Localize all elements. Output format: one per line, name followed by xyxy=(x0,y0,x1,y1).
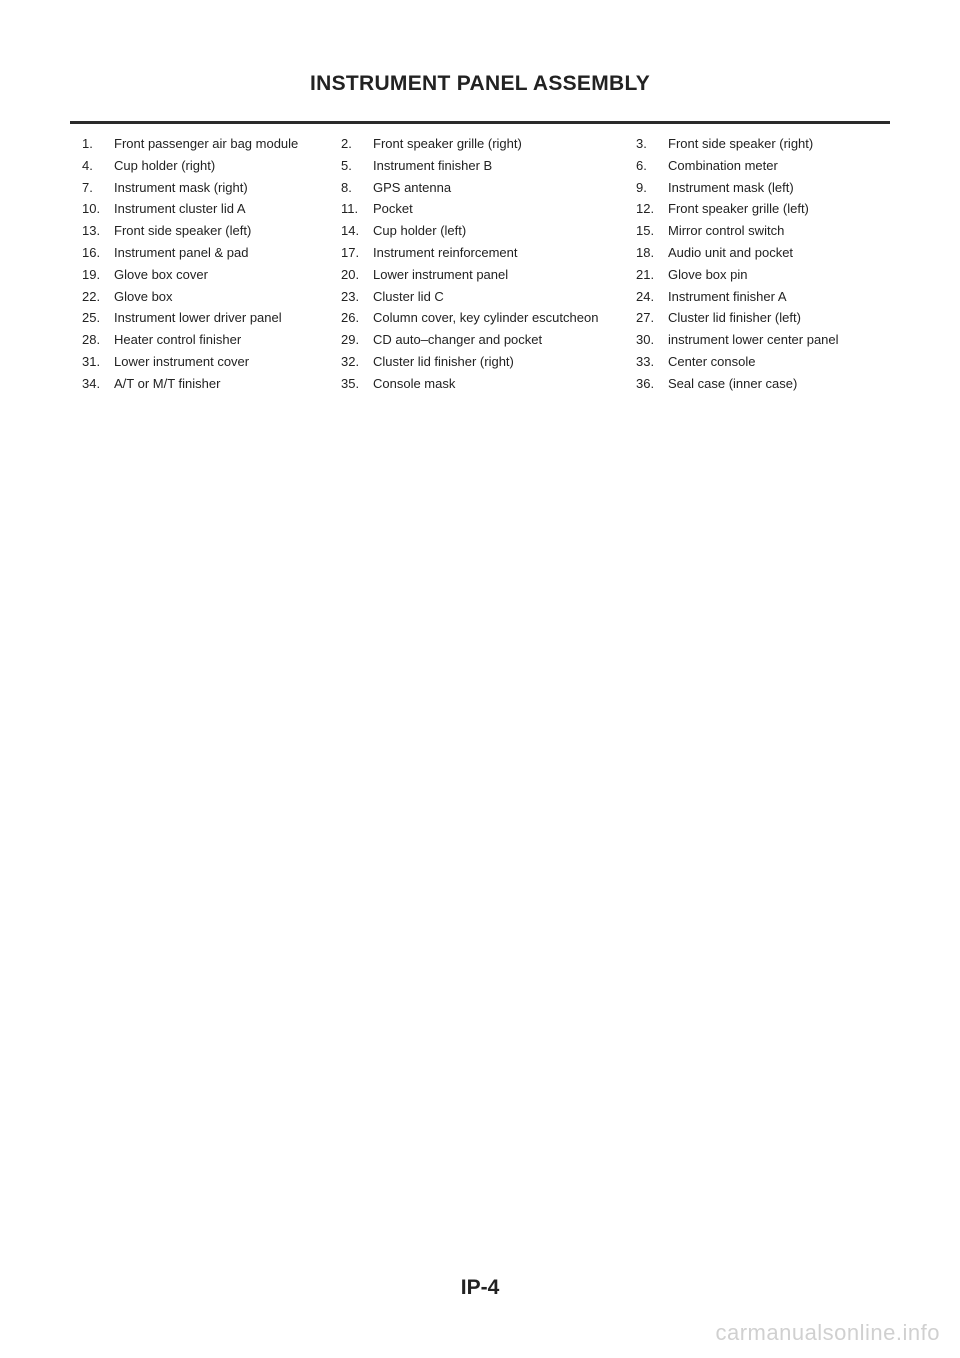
parts-row xyxy=(0,220,960,242)
part-name: Heater control finisher xyxy=(114,332,242,348)
part-number: 26. xyxy=(341,310,360,326)
part-name: Cup holder (right) xyxy=(114,157,216,173)
part-number: 25. xyxy=(82,310,101,326)
parts-row xyxy=(0,177,960,199)
part-name: Front side speaker (right) xyxy=(668,136,814,151)
part-number: 19. xyxy=(82,266,101,282)
part-number: 16. xyxy=(82,244,101,260)
part-name: Console mask xyxy=(373,375,456,391)
part-number: 27. xyxy=(636,310,655,326)
part-number: 14. xyxy=(341,223,360,239)
part-name: Lower instrument cover xyxy=(114,353,250,369)
part-number: 28. xyxy=(82,332,101,348)
part-number: 9. xyxy=(636,179,647,195)
part-name: Cluster lid finisher (left) xyxy=(668,310,801,326)
part-name: Front side speaker (left) xyxy=(114,223,252,239)
part-name: Instrument lower driver panel xyxy=(114,310,282,326)
part-number: 6. xyxy=(636,157,647,173)
part-number: 30. xyxy=(636,332,655,348)
part-name: Glove box pin xyxy=(668,266,748,282)
parts-row xyxy=(0,133,960,155)
part-name: Instrument cluster lid A xyxy=(114,201,246,217)
part-number: 21. xyxy=(636,266,655,282)
part-number: 5. xyxy=(341,157,352,173)
part-number: 15. xyxy=(636,223,655,239)
part-name: Center console xyxy=(668,353,756,369)
part-name: GPS antenna xyxy=(373,179,452,195)
part-number: 31. xyxy=(82,353,101,369)
part-name: Cluster lid C xyxy=(373,288,444,304)
page-number: IP-4 xyxy=(460,1276,500,1299)
page-title: INSTRUMENT PANEL ASSEMBLY xyxy=(309,72,651,95)
part-number: 3. xyxy=(636,136,647,151)
parts-row xyxy=(0,242,960,264)
part-name: Instrument mask (left) xyxy=(668,179,794,195)
part-name: Instrument finisher A xyxy=(668,288,787,304)
part-name: Instrument finisher B xyxy=(373,157,493,173)
part-number: 4. xyxy=(82,157,93,173)
parts-row xyxy=(0,155,960,177)
part-name: Pocket xyxy=(373,201,413,217)
part-number: 32. xyxy=(341,353,360,369)
watermark: carmanualsonline.info xyxy=(715,1320,940,1345)
parts-row xyxy=(0,329,960,351)
part-name: Mirror control switch xyxy=(668,223,785,239)
part-name: Glove box cover xyxy=(114,266,208,282)
part-name: Lower instrument panel xyxy=(373,266,509,282)
part-name: CD auto–changer and pocket xyxy=(373,332,543,348)
part-number: 13. xyxy=(82,223,101,239)
part-name: Audio unit and pocket xyxy=(668,244,794,260)
part-name: Front speaker grille (left) xyxy=(668,201,809,217)
parts-list xyxy=(0,133,960,395)
part-number: 23. xyxy=(341,288,360,304)
part-name: Glove box xyxy=(114,288,173,304)
part-number: 12. xyxy=(636,201,655,217)
title-rule xyxy=(70,121,890,124)
part-number: 2. xyxy=(341,136,352,151)
part-number: 34. xyxy=(82,375,101,391)
parts-row xyxy=(0,198,960,220)
parts-row xyxy=(0,286,960,308)
part-number: 24. xyxy=(636,288,655,304)
part-number: 35. xyxy=(341,375,360,391)
part-name: Seal case (inner case) xyxy=(668,375,798,391)
parts-row xyxy=(0,351,960,373)
parts-row xyxy=(0,307,960,329)
part-name: Instrument reinforcement xyxy=(373,244,518,260)
part-number: 8. xyxy=(341,179,352,195)
part-number: 20. xyxy=(341,266,360,282)
part-name: Instrument panel & pad xyxy=(114,244,249,260)
part-number: 18. xyxy=(636,244,655,260)
part-number: 11. xyxy=(341,201,359,217)
part-name: Instrument mask (right) xyxy=(114,179,248,195)
part-name: A/T or M/T finisher xyxy=(114,375,221,391)
parts-row xyxy=(0,373,960,395)
part-name: Front passenger air bag module xyxy=(114,136,299,151)
part-number: 7. xyxy=(82,179,93,195)
part-number: 1. xyxy=(82,136,93,151)
parts-row xyxy=(0,264,960,286)
part-number: 17. xyxy=(341,244,360,260)
part-name: Cluster lid finisher (right) xyxy=(373,353,514,369)
part-number: 36. xyxy=(636,375,655,391)
part-number: 22. xyxy=(82,288,101,304)
part-number: 10. xyxy=(82,201,101,217)
part-name: Column cover, key cylinder escutcheon xyxy=(373,310,599,326)
part-name: Combination meter xyxy=(668,157,778,173)
part-number: 33. xyxy=(636,353,655,369)
part-name: Cup holder (left) xyxy=(373,223,467,239)
part-number: 29. xyxy=(341,332,360,348)
part-name: Front speaker grille (right) xyxy=(373,136,522,151)
part-name: instrument lower center panel xyxy=(668,332,839,348)
